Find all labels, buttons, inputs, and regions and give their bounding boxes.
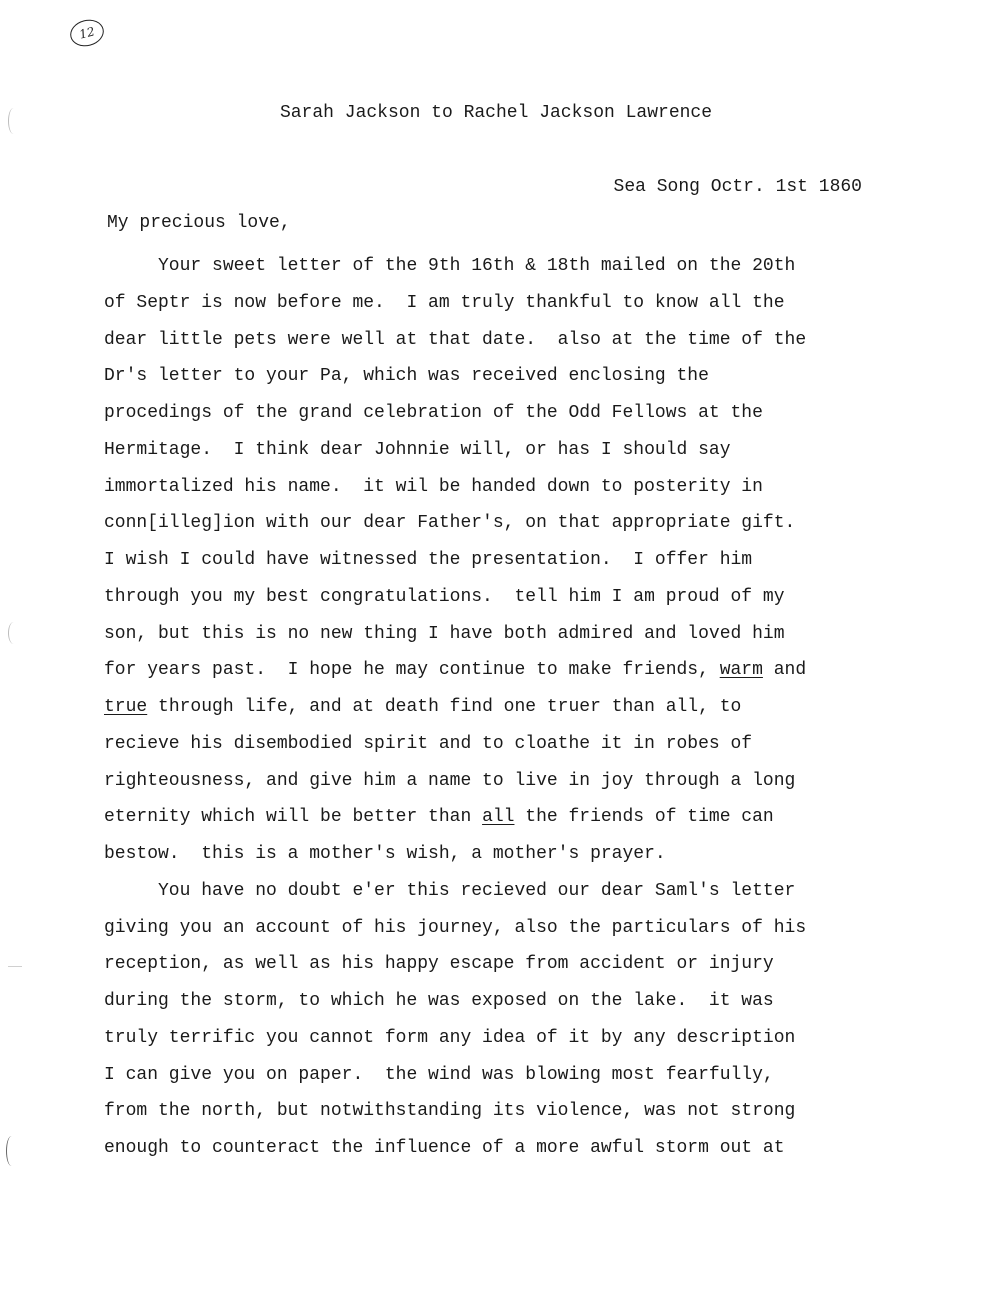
text-line: reception, as well as his happy escape from accident or injury bbox=[104, 954, 774, 975]
salutation: My precious love, bbox=[107, 213, 291, 233]
text-line: giving you an account of his journey, also the particulars of his bbox=[104, 917, 807, 938]
text-segment: and bbox=[762, 660, 807, 681]
text-line bbox=[104, 689, 904, 726]
text-line: I wish I could have witnessed the presentation. I offer him bbox=[104, 550, 753, 570]
text-line: dear little pets were well at that date. also at the time of the bbox=[104, 329, 807, 350]
margin-mark bbox=[6, 1136, 17, 1166]
text-line: You have no doubt e'er this recieved our dear Saml's letter bbox=[104, 880, 796, 901]
underlined-word-true: true bbox=[104, 697, 148, 717]
text-line: I can give you on paper. the wind was blowing most fearfully, bbox=[104, 1064, 774, 1085]
text-line: from the north, but notwithstanding its violence, was not strong bbox=[104, 1101, 796, 1122]
text-line: Hermitage. I think dear Johnnie will, or has I should say bbox=[104, 439, 731, 460]
text-line: bestow. this is a mother's wish, a mother's prayer. bbox=[104, 844, 666, 864]
text-line: immortalized his name. it wil be handed down to posterity in bbox=[104, 476, 763, 497]
text-line: through you my best congratulations. tell him I am proud of my bbox=[104, 586, 785, 607]
text-line bbox=[104, 652, 904, 689]
text-line: son, but this is no new thing I have both admired and loved him bbox=[104, 623, 785, 644]
margin-dash bbox=[8, 966, 22, 967]
text-line: Dr's letter to your Pa, which was received enclosing the bbox=[104, 366, 709, 387]
letter-heading: Sarah Jackson to Rachel Jackson Lawrence bbox=[279, 103, 713, 123]
margin-mark bbox=[8, 622, 19, 644]
text-line: procedings of the grand celebration of the Odd Fellows at the bbox=[104, 403, 763, 423]
underlined-word-all: all bbox=[482, 807, 515, 828]
text-line: enough to counteract the influence of a more awful storm out at bbox=[104, 1138, 785, 1158]
text-line: righteousness, and give him a name to live in joy through a long bbox=[104, 770, 796, 791]
letter-body bbox=[104, 248, 904, 1167]
text-line: Your sweet letter of the 9th 16th & 18th mailed on the 20th bbox=[104, 256, 796, 276]
text-line bbox=[104, 799, 904, 836]
text-segment: eternity which will be better than bbox=[104, 807, 483, 828]
page-number-circle: 12 bbox=[67, 16, 106, 49]
dateline: Sea Song Octr. 1st 1860 bbox=[613, 177, 862, 197]
text-line: of Septr is now before me. I am truly thankful to know all the bbox=[104, 292, 785, 313]
text-line: during the storm, to which he was exposed on the lake. it was bbox=[104, 991, 774, 1011]
text-line: truly terrific you cannot form any idea of it by any description bbox=[104, 1027, 796, 1048]
text-line: recieve his disembodied spirit and to cloathe it in robes of bbox=[104, 733, 753, 754]
text-segment: through life, and at death find one truer than all, to bbox=[147, 697, 742, 717]
text-segment: the friends of time can bbox=[514, 807, 774, 828]
text-line: conn[illeg]ion with our dear Father's, on that appropriate gift. bbox=[104, 513, 796, 534]
underlined-word-warm: warm bbox=[719, 660, 763, 681]
text-segment: for years past. I hope he may continue to make friends, bbox=[104, 660, 720, 681]
